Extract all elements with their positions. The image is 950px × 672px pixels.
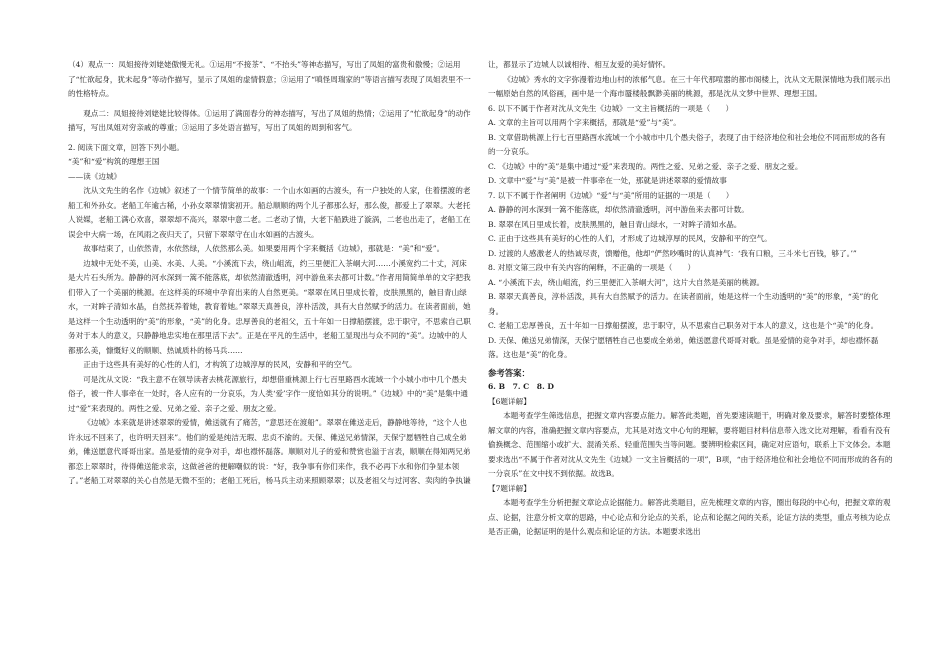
- right-paragraph: D. 天保、傩送兄弟情深，天保宁愿牺牲自己也要成全弟弟，傩送愿意代哥哥对歌。虽是爱情的竞争对手，却也襟怀磊落。这也是“美”的化身。: [488, 335, 879, 359]
- right-paragraph: 《边城》秀水的文字弥漫着边地山村的浓郁气息。在三十年代那喧嚣的都市阁楼上，沈从文无限深情地为我们展示出一幅原始自然的风俗画，画中是一个海市蜃楼般飘渺美丽的桃源，那是沈从文梦中世界、理想王国。: [488, 74, 891, 98]
- right-paragraph: A. 文章的主旨可以用两个字来概括，那就是“爱”与“美”。: [488, 118, 681, 127]
- right-paragraph: 7. 以下不属于作者阐明《边城》“爱”与“美”所用的证据的一项是（ ）: [488, 190, 734, 200]
- right-paragraph: C. 《边城》中的“美”是集中通过“爱”来表现的。两性之爱、兄弟之爱、亲子之爱、朋友之爱。: [488, 161, 803, 171]
- q7-explanation: 本题考查学生分析把握文章论点论据能力。解答此类题目，应先梳理文章的内容，圈出每段的中心句，把握文章的观点、论据，注意分析文章的思路，中心论点和分论点的关系，论点和论据之间的关系，论证方法的类型，重点考核为论点是否正确，论据证明的是什么观点和论证的方法。本题要求选出: [488, 498, 891, 536]
- q7-heading: 【7题详解】: [488, 483, 531, 493]
- right-paragraph: D. 文章中“爱”与“美”是被一件事牵在一处，那就是讲述翠翠的爱情故事: [488, 176, 727, 185]
- right-paragraph: A. “小溪流下去，绕山岨流，约三里便汇入茶峒大河”，这片大自然是美丽的桃源。: [488, 277, 765, 287]
- answers-line: 6. B 7. C 8. D: [488, 382, 554, 391]
- right-paragraph: B. 文章借助桃源上行七百里路酉水流域一个小城市中几个愚夫俗子，表现了由于经济地位和社会地位不同而形成的各有的一分哀乐。: [488, 132, 886, 156]
- left-paragraph: 《边城》本来就是讲述翠翠的爱情，傩送就有了痛苦，“意思还在渡船”。翠翠在傩送走后，静静地等待，“这个人也许永远不回来了，也许明天回来”。他们的爱是纯洁无瑕、忠贞不渝的。天保、傩送兄弟情深，天保宁愿牺牲自己成全弟弟，傩送愿意代哥哥出家。虽是爱情的竞争对手，却也襟怀磊落。顺顺对儿子的爱和赞赏也溢于言表，顺顺在得知两兄弟都恋上翠翠时，待得傩送能求亲，这做爸爸的便解嘲似的说：“好，我争事有你们来作，我不必再下水和你们争显本领了。”老船工对翠翠的关心自然是无微不至的；老船工死后，杨马兵主动来照顾翠翠；以及老祖父与过河客、卖肉的争执谦: [68, 418, 471, 485]
- left-paragraph: 边城中无处不美，山美、水美、人美。“小溪流下去，绕山岨流，约三里便汇入茶峒大河……小溪宽约二十丈，河床是大片石头所为。静静的河水深到一篙不能落底，却依然清澈透明，河中游鱼来去都可计数。”作者用简简单单的文字把我们带入了一个美丽的桃源。在这样美的环境中孕育出来的人自然更美。“翠翠在风日里成长着，皮肤黑黑的，触目青山绿水，一对眸子清如水晶，自然抚养着她，教育着她。”翠翠天真善良，淳朴活泼，具有大自然赋予的活力。在读者面前，她是这样一个生动透明的“美”的形象，“美”的化身。忠厚善良的老祖父，五十年如一日撑船摆渡，忠于职守，不思索自己职务对于本人的意义，只静静地忠实地在那里活下去”。正是在平凡的生活中，老船工显现出与众不同的“美”。边城中的人都那么美，慷慨好义的顺顺、热诚质朴的杨马兵……: [68, 258, 471, 355]
- left-paragraph: （4）观点一：凤姐接待刘姥姥傲慢无礼。①运用“不接茶”、“不抬头”等神态描写，写出了凤姐的富贵和傲慢；②运用了“忙欲起身，犹未起身”等动作描写，显示了凤姐的虚情假意；③运用了“嗔怪周瑞家的”等语言描写表现了凤姐表里不一的性格特点。: [68, 60, 471, 98]
- question-block: [488, 58, 893, 363]
- q6-heading: 【6题详解】: [488, 396, 531, 406]
- right-paragraph: B. 翠翠天真善良，淳朴活泼，具有大自然赋予的活力。在读者面前，她是这样一个生动透明的“美”的形象，“美”的化身。: [488, 292, 879, 316]
- q6-explanation: 本题考查学生筛选信息，把握文章内容要点能力。解答此类题，首先要速读题干，明确对象及要求，解答时要整体理解文章的内容，准确把握文章内容要点，尤其是对选文中心句的理解，要将题目材料信息带入选文比对理解，看看有没有偷换概念、范围缩小或扩大、混淆关系、轻重范围失当等问题。要辨明检索区间，确定对应语句，联系上下文体会。本题要求选出“不属于作者对沈从文先生《边城》一文主旨概括的一项”，B项，“由于经济地位和社会地位不同而形成的各有的一分哀乐”在文中找不到依据。故选B。: [488, 411, 893, 478]
- right-paragraph: B. 翠翠在风日里成长着，皮肤黑黑的，触目青山绿水，一对眸子清如水晶。: [488, 219, 742, 229]
- left-paragraph: 故事结束了，山依然青，水依然绿，人依然那么美。如果要用两个字来概括《边城》，那就是：“美”和“爱”。: [83, 244, 445, 253]
- left-paragraph: 正由于这些具有美好的心性的人们，才构筑了边城淳厚的民风，安静和平的空气。: [83, 360, 357, 369]
- right-column: [488, 58, 893, 540]
- right-paragraph: C. 正由于这些具有美好的心性的人们，才形成了边城淳厚的民风，安静和平的空气。: [488, 234, 772, 243]
- left-paragraph: “美”和“爱”构筑的理想王国: [68, 157, 160, 166]
- left-paragraph: 可是沈从文说：“我主意不在领导读者去桃花源旅行，却想借重桃源上行七百里路酉水流域一个小城小市中几个愚夫俗子，被一件人事牵在一处时，各人应有的一分哀乐，为人类‘爱’字作一度恰如其分的说明。”《边城》中的“美”是集中通过“爱”来表现的。两性之爱、兄弟之爱、亲子之爱、朋友之爱。: [68, 374, 468, 413]
- right-paragraph: 6. 以下不属于作者对沈从文先生《边城》一文主旨概括的一项是（ ）: [488, 103, 734, 113]
- right-paragraph: D. 过渡的人感激老人的热诚尽责，馈赠他，他却“俨然吵嘴时的认真神气：‘我有口粮，三斗米七百钱，够了。’”: [488, 248, 857, 258]
- right-paragraph: 8. 对原文第三段中有关内容的阐释，不正确的一项是（ ）: [488, 263, 696, 272]
- left-paragraph: ——读《边城》: [68, 171, 122, 181]
- left-paragraph: 观点二：凤姐接待刘姥姥比较得体。①运用了满面春分的神态描写，写出了凤姐的热情；②运用了“忙欲起身”的动作描写，写出凤姐对穷亲戚的尊重；③运用了多处语言描写，写出了凤姐的周到和客气。: [68, 108, 471, 132]
- left-paragraph: 2. 阅读下面文章，回答下列小题。: [68, 142, 184, 152]
- right-paragraph: C. 老船工忠厚善良，五十年如一日撑船摆渡，忠于职守，从不思索自己职务对于本人的意义，这也是个“美”的化身。: [488, 321, 879, 330]
- left-column: [68, 58, 473, 489]
- right-paragraph: 让，都显示了边城人以诚相待、相互友爱的美好情怀。: [488, 60, 671, 69]
- left-paragraph: 沈从文先生的名作《边城》叙述了一个情节简单的故事：一个山水如画的古渡头，有一户独处的人家，住着摆渡的老船工和外孙女。老船工年逾古稀，小孙女翠翠情窦初开。船总顺顺的两个儿子都那么好，那么俊，都爱上了翠翠。大老托人说媒，老船工满心欢喜，翠翠却不高兴，翠翠中意二老。二老动了情，大老下船跌进了漩涡，二老也出走了，老船工在误会中大病一场，在风雨之夜归天了，只留下翠翠守在山水如画的古渡头。: [68, 186, 471, 239]
- right-paragraph: A. 静静的河水深到一篙不能落底，却依然清澈透明，河中游鱼来去都可计数。: [488, 205, 749, 214]
- answers-title: 参考答案：: [488, 367, 530, 378]
